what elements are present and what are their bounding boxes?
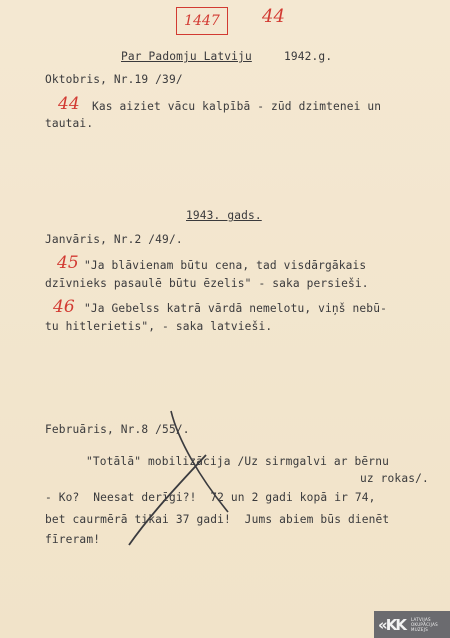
feb-line1: "Totālā" mobilizācija /Uz sirmgalvi ar bērnu	[86, 455, 389, 468]
page-number: 44	[262, 6, 285, 27]
item45-line2: dzīvnieks pasaulē būtu ēzelis" - saka persieši.	[45, 277, 369, 290]
logo-text-line3: MUZEJS	[410, 627, 429, 632]
item46-line1: "Ja Gebelss katrā vārdā nemelotu, viņš nebū-	[84, 302, 387, 315]
item-number-46: 46	[53, 297, 75, 317]
item46-line2: tu hitlerietis", - saka latvieši.	[45, 320, 273, 333]
document-title: Par Padomju Latviju	[121, 50, 252, 63]
item44-line1: Kas aiziet vācu kalpībā - zūd dzimtenei un	[92, 100, 382, 113]
stamp-number-text: 1447	[184, 13, 220, 29]
item-number-44: 44	[58, 94, 80, 114]
museum-logo	[374, 611, 450, 638]
feb-line4: bet caurmērā tikai 37 gadi! Jums abiem būs dienēt	[45, 513, 390, 526]
issue-october: Oktobris, Nr.19 /39/	[45, 73, 183, 86]
feb-line5: fīreram!	[45, 533, 101, 546]
issue-january: Janvāris, Nr.2 /49/.	[45, 233, 183, 246]
logo-text-line2: OKUPĀCIJAS	[410, 622, 438, 627]
issue-february: Februāris, Nr.8 /55/.	[45, 423, 190, 436]
feb-line3: - Ko? Neesat derīgi?! 72 un 2 gadi kopā ir 74,	[45, 491, 376, 504]
archive-stamp-number	[176, 7, 228, 35]
item-number-45: 45	[57, 253, 79, 273]
year-heading-1943: 1943. gads.	[186, 209, 262, 222]
item44-line2: tautai.	[45, 117, 94, 130]
document-year: 1942.g.	[284, 50, 333, 63]
logo-text-line1: LATVIJAS	[410, 617, 431, 622]
logo-mark-icon: «KK	[378, 615, 405, 634]
logo-text	[411, 617, 438, 632]
feb-line2: uz rokas/.	[360, 472, 429, 485]
item45-line1: "Ja blāvienam būtu cena, tad visdārgākais	[84, 259, 367, 272]
